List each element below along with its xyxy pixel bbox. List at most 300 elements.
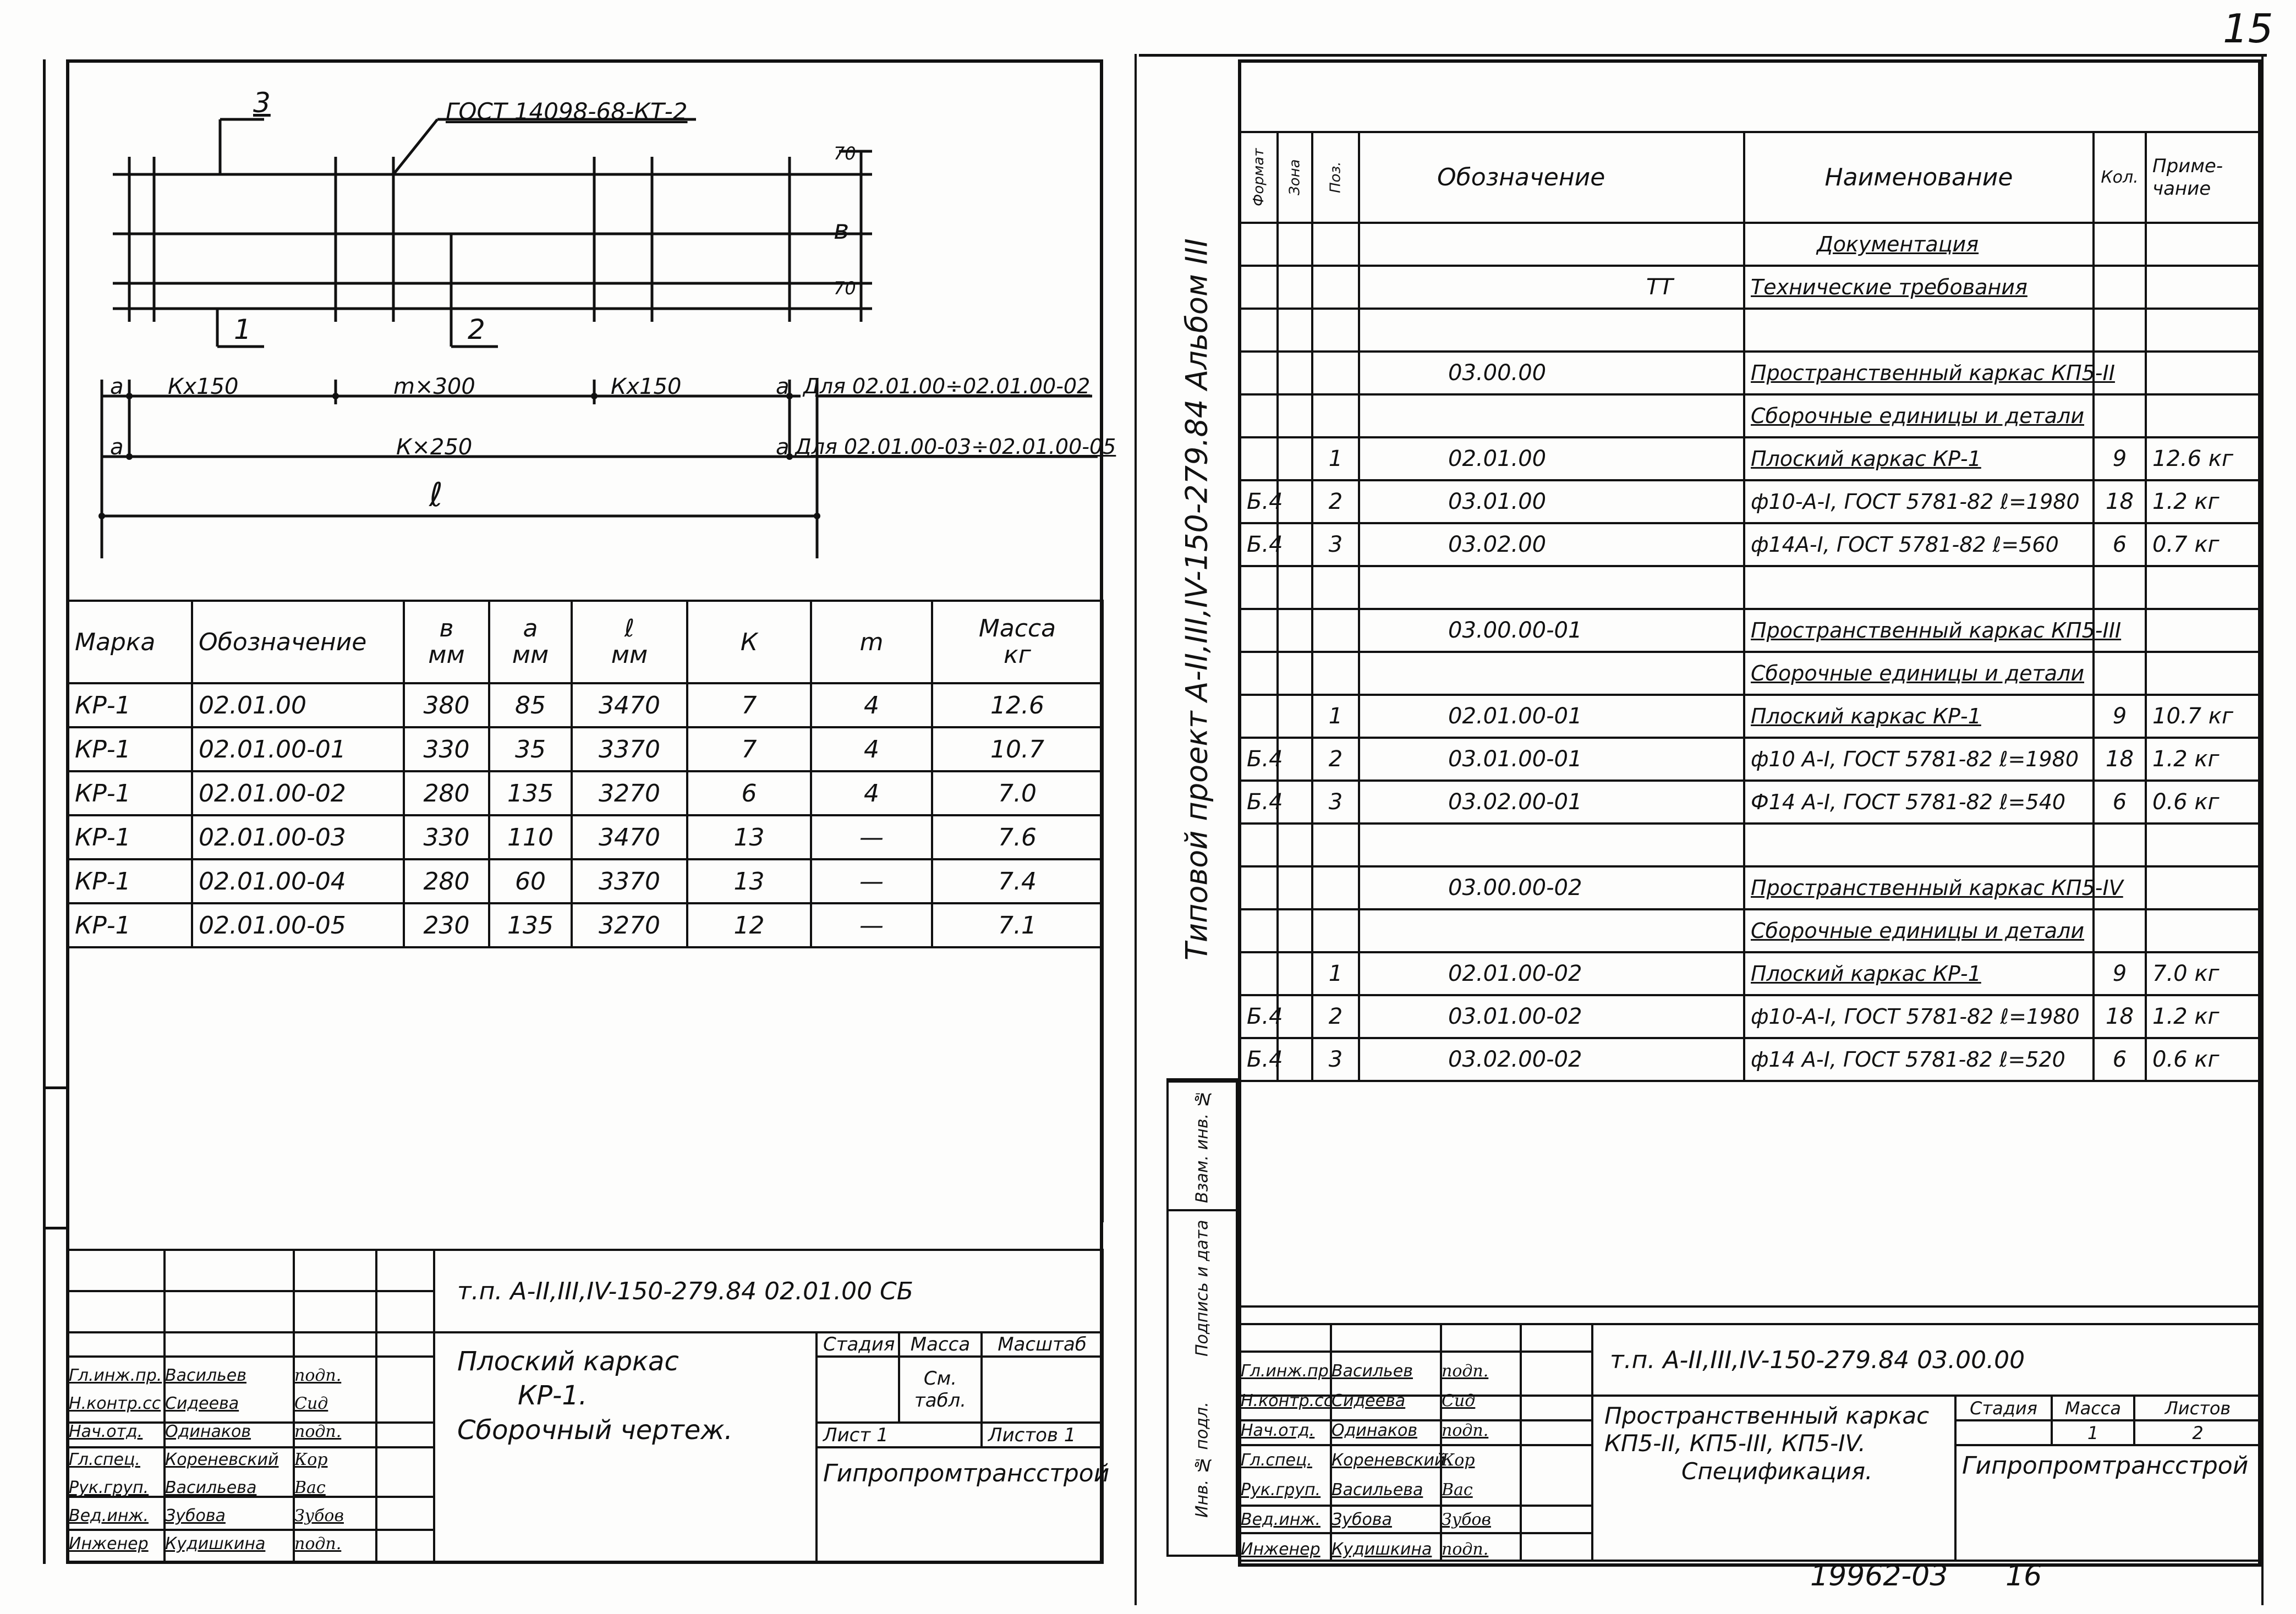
header-cell: Масса кг xyxy=(932,601,1103,683)
table-cell: — xyxy=(811,903,932,947)
table-cell: 1 xyxy=(1312,437,1359,480)
stamp-sign: Кор xyxy=(1442,1450,1475,1470)
stamp-name: Зубова xyxy=(1331,1509,1392,1529)
table-cell: Пространственный каркас КП5-III xyxy=(1744,609,2094,652)
table-row xyxy=(1240,266,2261,309)
table-row xyxy=(1240,394,2261,437)
stamp-person-row xyxy=(1241,1475,1587,1505)
table-cell xyxy=(1240,952,1278,995)
spec-header-cell: Приме-чание xyxy=(2146,132,2261,223)
table-cell xyxy=(2094,652,2146,695)
table-cell: 03.00.00-01 xyxy=(1359,609,1744,652)
table-row xyxy=(1240,309,2261,352)
table-row xyxy=(1240,480,2261,523)
table-cell: 3 xyxy=(1312,781,1359,824)
mass-label: Масса xyxy=(2052,1396,2134,1420)
row2-note: Для 02.01.00-03÷02.01.00-05 xyxy=(795,435,1116,459)
left-margin-line xyxy=(43,59,46,1564)
table-cell: 3470 xyxy=(572,815,687,859)
stamp-name: Сидеева xyxy=(1331,1391,1406,1410)
table-cell: 13 xyxy=(687,859,811,903)
table-cell xyxy=(1278,352,1312,394)
page-number: 15 xyxy=(2223,6,2273,52)
stamp-name: Кудишкина xyxy=(165,1534,266,1553)
table-cell: КР-1 xyxy=(68,903,192,947)
dim-b: в xyxy=(834,215,850,245)
stamp-sign: Зубов xyxy=(1442,1509,1491,1529)
table-cell: — xyxy=(811,859,932,903)
table-cell: 03.01.00 xyxy=(1359,480,1744,523)
table-cell: Плоский каркас КР-1 xyxy=(1744,437,2094,480)
table-cell xyxy=(1278,909,1312,952)
table-cell: 1.2 кг xyxy=(2146,738,2261,781)
stamp-role: Н.контр.сс xyxy=(1241,1391,1333,1410)
stamp-sign: Вас xyxy=(294,1478,326,1497)
table-cell xyxy=(1359,909,1744,952)
table-cell: 4 xyxy=(811,683,932,727)
stamp-person-row xyxy=(69,1530,377,1558)
table-cell xyxy=(1278,566,1312,609)
row2-a-right: а xyxy=(776,435,790,460)
dim-l: ℓ xyxy=(429,476,443,514)
table-cell xyxy=(2146,566,2261,609)
table-cell: 03.02.00 xyxy=(1359,523,1744,566)
table-cell xyxy=(1278,824,1312,866)
sheets-label: Листов 1 xyxy=(982,1423,1103,1447)
table-cell: 2 xyxy=(1312,995,1359,1038)
stamp-sign: Зубов xyxy=(294,1506,344,1525)
table-cell xyxy=(1312,566,1359,609)
stamp-role: Инженер xyxy=(1241,1539,1320,1559)
left-margin-tick xyxy=(43,1227,68,1229)
stamp-person-row xyxy=(1241,1415,1587,1445)
table-cell: 02.01.00-04 xyxy=(192,859,404,903)
mass-value: См. табл. xyxy=(899,1357,982,1423)
table-cell: 7.0 кг xyxy=(2146,952,2261,995)
table-empty-area xyxy=(1240,1081,2261,1306)
table-cell xyxy=(1359,223,1744,266)
table-cell xyxy=(1312,609,1359,652)
table-cell: 3370 xyxy=(572,727,687,771)
table-cell: 12 xyxy=(687,903,811,947)
stamp-sign: Сид xyxy=(1442,1391,1476,1410)
header-cell: ℓ мм xyxy=(572,601,687,683)
table-cell: 18 xyxy=(2094,480,2146,523)
header-cell: Обозначение xyxy=(192,601,404,683)
table-cell: 1 xyxy=(1312,952,1359,995)
table-cell: 135 xyxy=(489,903,572,947)
table-cell: 2 xyxy=(1312,738,1359,781)
table-cell: 1.2 кг xyxy=(2146,480,2261,523)
stamp-role: Инженер xyxy=(69,1534,149,1553)
table-cell xyxy=(1312,223,1359,266)
table-cell xyxy=(1240,609,1278,652)
table-cell: 03.01.00-01 xyxy=(1359,738,1744,781)
table-cell: 02.01.00 xyxy=(192,683,404,727)
table-cell: 3270 xyxy=(572,771,687,815)
table-cell: 3 xyxy=(1312,1038,1359,1081)
table-cell xyxy=(1312,909,1359,952)
table-cell xyxy=(1359,309,1744,352)
table-cell xyxy=(1278,309,1312,352)
table-cell: 18 xyxy=(2094,738,2146,781)
table-cell: ф14 А-I, ГОСТ 5781-82 ℓ=520 xyxy=(1744,1038,2094,1081)
callout-1: 1 xyxy=(234,314,251,345)
table-cell xyxy=(1278,394,1312,437)
table-cell: 03.00.00-02 xyxy=(1359,866,1744,909)
table-row xyxy=(1240,952,2261,995)
table-cell: Технические требования xyxy=(1744,266,2094,309)
marks-table-header xyxy=(68,601,1103,683)
table-cell: КР-1 xyxy=(68,771,192,815)
stamp-name: Васильева xyxy=(1331,1480,1423,1500)
table-cell xyxy=(2146,909,2261,952)
stamp-role: Гл.спец. xyxy=(69,1450,140,1469)
stamp-role: Н.контр.сс xyxy=(69,1394,161,1413)
table-cell: 6 xyxy=(2094,781,2146,824)
table-cell xyxy=(1278,223,1312,266)
side-box-label: Инв. № подл. xyxy=(1192,1402,1212,1518)
table-cell: 02.01.00-03 xyxy=(192,815,404,859)
stamp-sign: подп. xyxy=(294,1422,342,1441)
table-cell xyxy=(2146,824,2261,866)
table-cell: 85 xyxy=(489,683,572,727)
callout-2: 2 xyxy=(468,314,485,345)
table-cell xyxy=(1240,437,1278,480)
table-cell: 135 xyxy=(489,771,572,815)
table-cell xyxy=(1312,394,1359,437)
table-cell xyxy=(1240,652,1278,695)
table-row xyxy=(1240,866,2261,909)
table-row xyxy=(68,859,1103,903)
stamp-person-row xyxy=(69,1474,377,1502)
table-cell: КР-1 xyxy=(68,727,192,771)
table-cell xyxy=(1312,866,1359,909)
bottom-code: 19962-03 xyxy=(1810,1560,1948,1593)
table-cell: 03.00.00 xyxy=(1359,352,1744,394)
table-cell: 4 xyxy=(811,727,932,771)
table-cell: Сборочные единицы и детали xyxy=(1744,394,2094,437)
table-cell xyxy=(1359,566,1744,609)
stamp-sign: подп. xyxy=(1442,1539,1489,1559)
table-cell: 10.7 кг xyxy=(2146,695,2261,738)
table-cell: Б.4 xyxy=(1240,738,1278,781)
left-stamp-code: т.п. А-II,III,IV-150-279.84 02.01.00 СБ xyxy=(434,1250,1103,1332)
gost-label: ГОСТ 14098-68-КТ-2 xyxy=(446,98,688,125)
right-page-top-line xyxy=(1139,54,2267,57)
left-margin-tick xyxy=(43,1086,68,1089)
table-cell xyxy=(1359,652,1744,695)
table-cell xyxy=(1278,609,1312,652)
side-box-label: Взам. инв. № xyxy=(1169,1080,1236,1209)
row1-k150-right: Кх150 xyxy=(611,374,682,399)
stamp-person-row xyxy=(69,1446,377,1474)
table-cell xyxy=(1744,309,2094,352)
stamp-name: Кореневский xyxy=(1331,1450,1445,1470)
table-row xyxy=(68,771,1103,815)
scale-label: Масштаб xyxy=(982,1332,1103,1357)
side-title: Типовой проект А-II,III,IV-150-279.84 Альбом III xyxy=(1179,238,1214,961)
table-cell xyxy=(1240,695,1278,738)
sheet-divider xyxy=(1135,54,1137,1605)
table-cell xyxy=(1744,824,2094,866)
table-cell: 18 xyxy=(2094,995,2146,1038)
table-row xyxy=(68,727,1103,771)
mass-label: Масса xyxy=(899,1332,982,1357)
table-cell: 02.01.00-05 xyxy=(192,903,404,947)
table-cell: 7.6 xyxy=(932,815,1103,859)
dim-70-top: 70 xyxy=(834,143,856,164)
row1-a: а xyxy=(110,374,124,399)
dim-70-bottom: 70 xyxy=(834,278,856,299)
title-line: КП5-II, КП5-III, КП5-IV. xyxy=(1604,1430,1866,1457)
right-stamp-people xyxy=(1241,1356,1587,1564)
table-cell: Пространственный каркас КП5-IV xyxy=(1744,866,2094,909)
table-cell xyxy=(1240,394,1278,437)
table-cell xyxy=(2146,609,2261,652)
table-cell: 0.6 кг xyxy=(2146,1038,2261,1081)
stamp-person-row xyxy=(1241,1386,1587,1415)
right-stamp-code: т.п. А-II,III,IV-150-279.84 03.00.00 xyxy=(1592,1324,2261,1396)
table-cell xyxy=(1312,824,1359,866)
table-cell: 110 xyxy=(489,815,572,859)
table-cell: 3270 xyxy=(572,903,687,947)
row2-k250: К×250 xyxy=(396,435,473,460)
table-cell: Документация xyxy=(1744,223,2094,266)
stamp-role: Гл.инж.пр. xyxy=(1241,1361,1334,1381)
table-row xyxy=(1240,609,2261,652)
table-cell xyxy=(1278,266,1312,309)
table-cell: 330 xyxy=(404,815,489,859)
table-cell: Б.4 xyxy=(1240,523,1278,566)
stage-label: Стадия xyxy=(1955,1396,2052,1420)
table-row xyxy=(1240,566,2261,609)
table-cell: 13 xyxy=(687,815,811,859)
sheets-value: 2 xyxy=(2134,1420,2261,1445)
table-cell: 02.01.00-02 xyxy=(1359,952,1744,995)
stamp-name: Кореневский xyxy=(165,1450,279,1469)
table-cell: 280 xyxy=(404,859,489,903)
stamp-name: Одинаков xyxy=(165,1422,251,1441)
table-cell xyxy=(1240,223,1278,266)
row1-m300: m×300 xyxy=(393,374,475,399)
table-row xyxy=(1240,1038,2261,1081)
table-cell: 380 xyxy=(404,683,489,727)
table-cell: 03.01.00-02 xyxy=(1359,995,1744,1038)
stage-label: Стадия xyxy=(817,1332,899,1357)
right-side-strip xyxy=(1169,127,1224,1073)
table-cell: ф10-А-I, ГОСТ 5781-82 ℓ=1980 xyxy=(1744,995,2094,1038)
table-cell xyxy=(1240,866,1278,909)
bottom-page: 16 xyxy=(2005,1560,2042,1593)
stamp-name: Васильев xyxy=(165,1366,246,1385)
sheet-label: Лист 1 xyxy=(817,1423,982,1447)
table-cell: Сборочные единицы и детали xyxy=(1744,909,2094,952)
stamp-sign: Кор xyxy=(294,1450,328,1469)
table-cell: 03.02.00-02 xyxy=(1359,1038,1744,1081)
spec-header-cell: Обозначение xyxy=(1359,132,1744,223)
left-stamp-title xyxy=(434,1332,817,1563)
table-cell xyxy=(2146,309,2261,352)
table-cell: 02.01.00-01 xyxy=(1359,695,1744,738)
table-row xyxy=(1240,652,2261,695)
table-cell xyxy=(1312,266,1359,309)
table-cell xyxy=(2146,394,2261,437)
row1-note: Для 02.01.00÷02.01.00-02 xyxy=(803,374,1091,398)
spec-table xyxy=(1239,131,2262,1308)
table-cell xyxy=(2146,652,2261,695)
table-cell xyxy=(1278,866,1312,909)
table-cell: Пространственный каркас КП5-II xyxy=(1744,352,2094,394)
table-cell: 330 xyxy=(404,727,489,771)
left-stamp-people xyxy=(69,1362,377,1558)
table-cell xyxy=(1359,824,1744,866)
table-cell xyxy=(2094,566,2146,609)
table-cell: 02.01.00-01 xyxy=(192,727,404,771)
stamp-role: Нач.отд. xyxy=(1241,1420,1315,1440)
table-row xyxy=(1240,824,2261,866)
stamp-person-row xyxy=(1241,1534,1587,1564)
table-cell xyxy=(1744,566,2094,609)
stamp-name: Васильев xyxy=(1331,1361,1413,1381)
stamp-person-row xyxy=(69,1390,377,1418)
table-row xyxy=(1240,738,2261,781)
sheets-label: Листов xyxy=(2134,1396,2261,1420)
table-cell xyxy=(1240,309,1278,352)
title-line: Пространственный каркас xyxy=(1604,1402,1930,1429)
spec-header-cell: Наименование xyxy=(1744,132,2094,223)
table-cell: КР-1 xyxy=(68,859,192,903)
table-cell: Б.4 xyxy=(1240,480,1278,523)
stamp-name: Кудишкина xyxy=(1331,1539,1432,1559)
table-cell xyxy=(1240,824,1278,866)
table-cell: Б.4 xyxy=(1240,995,1278,1038)
table-cell xyxy=(2146,866,2261,909)
table-cell: Плоский каркас КР-1 xyxy=(1744,952,2094,995)
table-cell xyxy=(1359,394,1744,437)
row1-k150-left: Кх150 xyxy=(168,374,239,399)
header-cell: а мм xyxy=(489,601,572,683)
table-cell: Ф14 А-I, ГОСТ 5781-82 ℓ=540 xyxy=(1744,781,2094,824)
table-cell: 280 xyxy=(404,771,489,815)
table-row xyxy=(68,815,1103,859)
table-cell: 3370 xyxy=(572,859,687,903)
spec-header-cell: Формат xyxy=(1240,132,1278,223)
table-cell: ф14А-I, ГОСТ 5781-82 ℓ=560 xyxy=(1744,523,2094,566)
table-cell: 6 xyxy=(2094,523,2146,566)
stamp-person-row xyxy=(69,1418,377,1446)
stamp-sign: подп. xyxy=(1442,1361,1489,1381)
table-cell xyxy=(1278,952,1312,995)
sheet-value: 1 xyxy=(2052,1420,2134,1445)
table-cell: 6 xyxy=(687,771,811,815)
stamp-sign: подп. xyxy=(294,1534,342,1553)
table-cell xyxy=(2094,223,2146,266)
stamp-person-row xyxy=(69,1502,377,1530)
stamp-name: Васильева xyxy=(165,1478,257,1497)
callout-3: 3 xyxy=(253,87,271,119)
table-cell: 1 xyxy=(1312,695,1359,738)
stamp-role: Гл.инж.пр. xyxy=(69,1366,162,1385)
stamp-person-row xyxy=(69,1362,377,1390)
stamp-sign: подп. xyxy=(1442,1420,1489,1440)
stamp-role: Рук.груп. xyxy=(1241,1480,1321,1500)
table-cell: ф10-А-I, ГОСТ 5781-82 ℓ=1980 xyxy=(1744,480,2094,523)
table-cell xyxy=(1240,566,1278,609)
spec-header-cell: Зона xyxy=(1278,132,1312,223)
table-cell: 9 xyxy=(2094,952,2146,995)
table-cell: 12.6 xyxy=(932,683,1103,727)
side-boxes xyxy=(1166,1078,1238,1557)
stamp-role: Рук.груп. xyxy=(69,1478,149,1497)
table-cell: 02.01.00 xyxy=(1359,437,1744,480)
spec-header xyxy=(1240,132,2261,223)
table-cell: 9 xyxy=(2094,437,2146,480)
spec-header-cell: Поз. xyxy=(1312,132,1359,223)
table-cell: 03.02.00-01 xyxy=(1359,781,1744,824)
table-cell xyxy=(1240,266,1278,309)
table-cell: 1.2 кг xyxy=(2146,995,2261,1038)
table-cell xyxy=(2094,394,2146,437)
table-cell: Б.4 xyxy=(1240,781,1278,824)
table-cell xyxy=(1312,652,1359,695)
table-cell: 6 xyxy=(2094,1038,2146,1081)
table-cell: КР-1 xyxy=(68,815,192,859)
header-cell: Марка xyxy=(68,601,192,683)
table-cell: КР-1 xyxy=(68,683,192,727)
table-cell xyxy=(2094,309,2146,352)
table-cell: 4 xyxy=(811,771,932,815)
table-cell xyxy=(2146,352,2261,394)
stamp-role: Вед.инж. xyxy=(69,1506,149,1525)
stamp-sign: Вас xyxy=(1442,1480,1473,1500)
stamp-role: Вед.инж. xyxy=(1241,1509,1320,1529)
table-cell xyxy=(2094,266,2146,309)
marks-table xyxy=(67,600,1104,1222)
stamp-person-row xyxy=(1241,1356,1587,1386)
table-row xyxy=(1240,223,2261,266)
table-cell: 0.6 кг xyxy=(2146,781,2261,824)
stamp-role: Гл.спец. xyxy=(1241,1450,1312,1470)
table-cell xyxy=(2094,824,2146,866)
table-row xyxy=(1240,352,2261,394)
frame-drawing xyxy=(69,63,1098,591)
table-cell: 35 xyxy=(489,727,572,771)
table-cell xyxy=(1278,437,1312,480)
table-cell: 7.0 xyxy=(932,771,1103,815)
table-cell xyxy=(2146,223,2261,266)
table-cell xyxy=(1312,352,1359,394)
header-cell: К xyxy=(687,601,811,683)
table-cell xyxy=(1240,352,1278,394)
table-cell: ф10 А-I, ГОСТ 5781-82 ℓ=1980 xyxy=(1744,738,2094,781)
title-line: Сборочный чертеж. xyxy=(457,1414,733,1446)
table-cell: 02.01.00-02 xyxy=(192,771,404,815)
right-stamp-title xyxy=(1592,1396,1955,1561)
title-line: Спецификация. xyxy=(1681,1457,1873,1485)
table-cell: ТТ xyxy=(1359,266,1744,309)
stamp-name: Зубова xyxy=(165,1506,226,1525)
table-row xyxy=(1240,995,2261,1038)
table-cell: — xyxy=(811,815,932,859)
table-cell xyxy=(2094,909,2146,952)
header-cell: m xyxy=(811,601,932,683)
stamp-role: Нач.отд. xyxy=(69,1422,143,1441)
table-row xyxy=(1240,523,2261,566)
table-row xyxy=(68,903,1103,947)
table-cell: 230 xyxy=(404,903,489,947)
stamp-person-row xyxy=(1241,1505,1587,1534)
